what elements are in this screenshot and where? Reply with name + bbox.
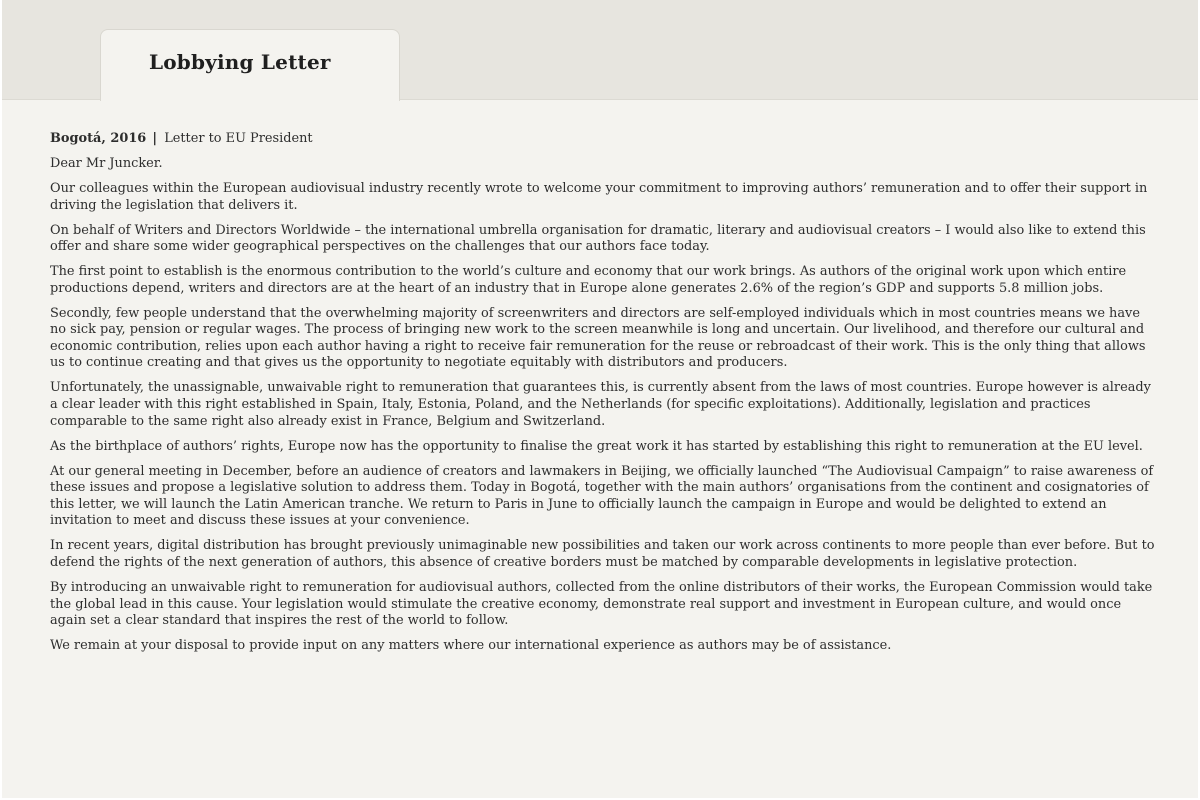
tab-lobbying-letter[interactable] (100, 29, 400, 101)
paragraph: As the birthplace of authors’ rights, Europe now has the opportunity to finalise the great work it has started by establishing this right to remuneration at the EU level. (50, 438, 1143, 454)
letter-body (50, 131, 1160, 663)
paragraph: Unfortunately, the unassignable, unwaivable right to remuneration that guarantees this, is currently absent from the laws of most countries. Europe however is already a clear leader with this right established in Spain, Italy, Estonia, Poland, and the Netherlands (for specific exploitations). Additionally, legislation and practices comparable to the same right also already exist in France, Belgium and Switzerland. (50, 380, 1151, 429)
paragraph: By introducing an unwaivable right to remuneration for audiovisual authors, collected from the online distributors of their works, the European Commission would take the global lead in this cause. Your legislation would stimulate the creative economy, demonstrate real support and investment in European culture, and would once again set a clear standard that inspires the rest of the world to follow. (50, 579, 1153, 629)
paragraph: The first point to establish is the enormous contribution to the world’s culture and economy that our work brings. As authors of the original work upon which entire productions depend, writers and directors are at the heart of an industry that in Europe alone generates 2.6% of the region’s GDP and supports 5.8 million jobs. (50, 264, 1127, 296)
paragraph: At our general meeting in December, before an audience of creators and lawmakers in Beijing, we officially launched “The Audiovisual Campaign” to raise awareness of these issues and propose a legislative solution to address them. Today in Bogotá, together with the main authors’ organisations from the continent and cosignatories of this letter, we will launch the Latin American tranche. We return to Paris in June to officially launch the campaign in Europe and would be delighted to extend an invitation to meet and discuss these issues at your convenience. (50, 463, 1154, 529)
paragraph: We remain at your disposal to provide input on any matters where our international experience as authors may be of assistance. (50, 638, 892, 654)
letter-subject: Letter to EU President (164, 131, 313, 146)
dateline-separator: | (152, 131, 158, 146)
letter-panel (2, 0, 1198, 798)
paragraph: Secondly, few people understand that the overwhelming majority of screenwriters and directors are self-employed individuals which in most countries means we have no sick pay, pension or regular wages. The process of bringing new work to the screen meanwhile is long and uncertain. Our livelihood, and therefore our cultural and economic contribution, relies upon each author having a right to receive fair remuneration for the reuse or rebroadcast of their work. This is the only thing that allows us to continue creating and that gives us the opportunity to negotiate equitably with distributors and producers. (50, 305, 1146, 371)
tab-title: Lobbying Letter (149, 50, 331, 74)
dateline (50, 131, 1160, 148)
paragraph: Our colleagues within the European audiovisual industry recently wrote to welcome your commitment to improving authors’ remuneration and to offer their support in driving the legislation that delivers it. (50, 180, 1148, 213)
tab-strip (2, 0, 1198, 100)
paragraph: On behalf of Writers and Directors Worldwide – the international umbrella organisation for dramatic, literary and audiovisual creators – I would also like to extend this offer and share some wider geographical perspectives on the challenges that our authors face today. (50, 222, 1146, 255)
salutation: Dear Mr Juncker. (50, 155, 163, 171)
place-date: Bogotá, 2016 (50, 131, 147, 146)
paragraph: In recent years, digital distribution has brought previously unimaginable new possibilities and taken our work across continents to more people than ever before. But to defend the rights of the next generation of authors, this absence of creative borders must be matched by comparable developments in legislative protection. (50, 538, 1155, 570)
